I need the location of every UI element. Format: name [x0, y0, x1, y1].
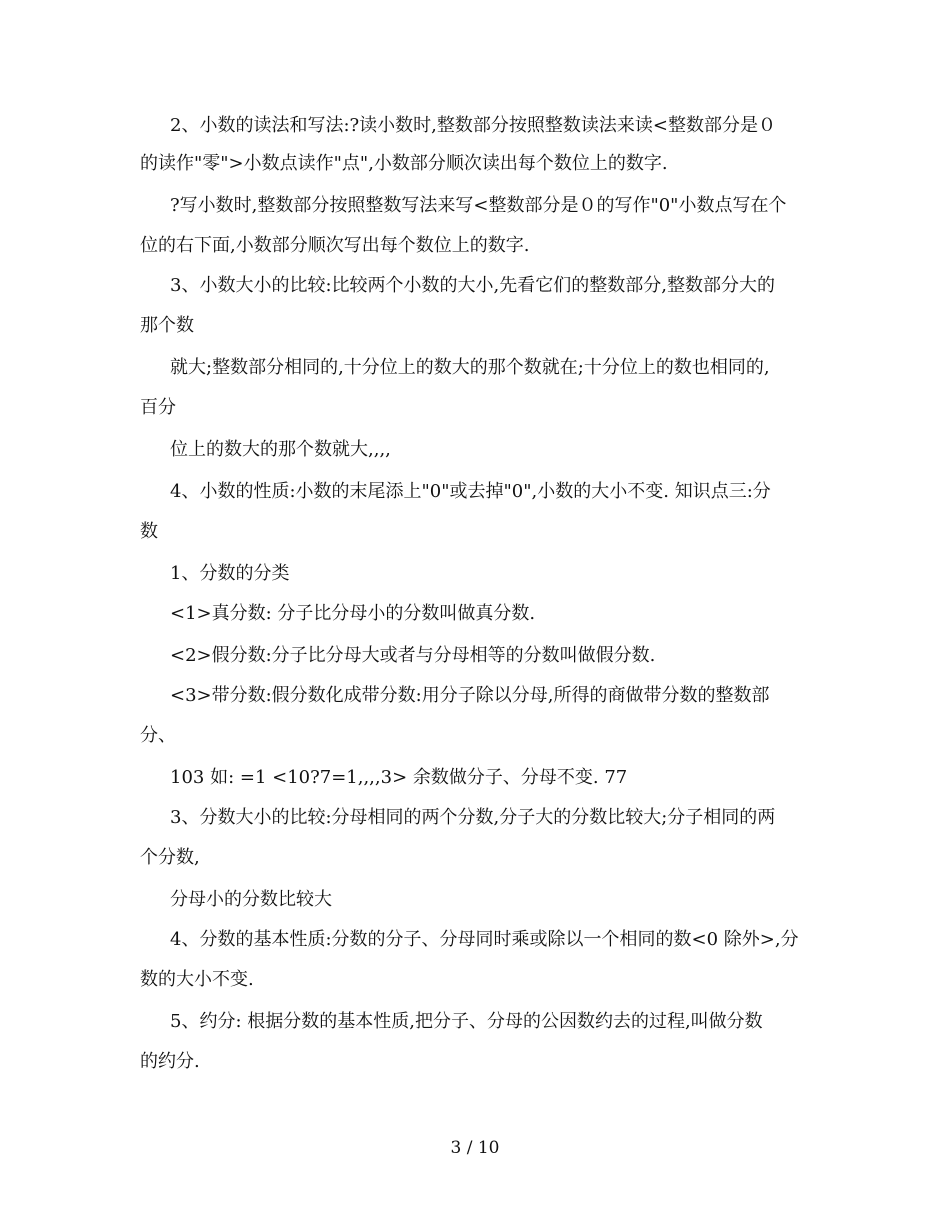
text-line: 数的大小不变.: [140, 969, 254, 990]
text-line: 分、: [140, 725, 176, 746]
text-line: 个分数,: [140, 847, 200, 868]
page-indicator: 3 / 10: [450, 1138, 500, 1158]
text-line: <3>带分数:假分数化成带分数:用分子除以分母,所得的商做带分数的整数部: [170, 685, 770, 706]
text-line: 1、分数的分类: [170, 563, 290, 584]
text-line: <1>真分数: 分子比分母小的分数叫做真分数.: [170, 603, 536, 624]
text-line: 百分: [140, 397, 176, 418]
text-line: 数: [140, 521, 158, 542]
text-line: 就大;整数部分相同的,十分位上的数大的那个数就在;十分位上的数也相同的,: [170, 357, 770, 378]
text-line: 分母小的分数比较大: [170, 889, 332, 910]
text-line: 位上的数大的那个数就大,,,,: [170, 439, 391, 460]
text-line: 103 如: =1 <10?7=1,,,,3> 余数做分子、分母不变. 77: [170, 767, 628, 788]
text-line: 的读作"零">小数点读作"点",小数部分顺次读出每个数位上的数字.: [140, 153, 668, 174]
text-line: <2>假分数:分子比分母大或者与分母相等的分数叫做假分数.: [170, 645, 656, 666]
text-line: 5、约分: 根据分数的基本性质,把分子、分母的公因数约去的过程,叫做分数: [170, 1011, 763, 1032]
text-line: 4、小数的性质:小数的末尾添上"0"或去掉"0",小数的大小不变. 知识点三:分: [170, 481, 771, 502]
text-line: ?写小数时,整数部分按照整数写法来写<整数部分是０的写作"0"小数点写在个: [170, 195, 787, 216]
text-line: 4、分数的基本性质:分数的分子、分母同时乘或除以一个相同的数<0 除外>,分: [170, 929, 799, 950]
text-line: 那个数: [140, 315, 194, 336]
text-line: 位的右下面,小数部分顺次写出每个数位上的数字.: [140, 235, 530, 256]
text-line: 3、小数大小的比较:比较两个小数的大小,先看它们的整数部分,整数部分大的: [170, 275, 775, 296]
text-line: 的约分.: [140, 1051, 200, 1072]
text-line: 3、分数大小的比较:分母相同的两个分数,分子大的分数比较大;分子相同的两: [170, 807, 776, 828]
text-line: 2、小数的读法和写法:?读小数时,整数部分按照整数读法来读<整数部分是０: [170, 115, 776, 136]
